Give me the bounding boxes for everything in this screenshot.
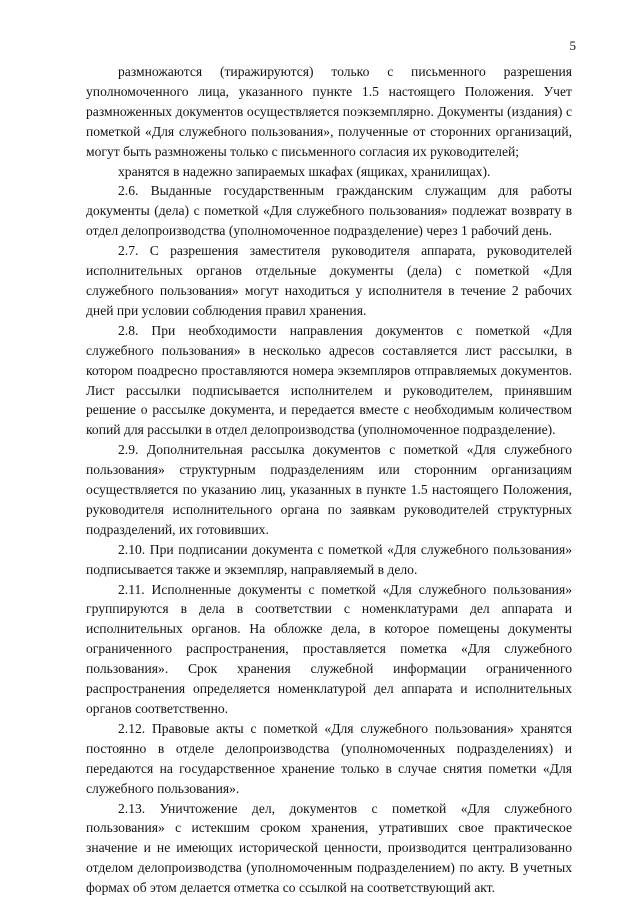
paragraph-2-6: 2.6. Выданные государственным гражданским служащим для работы документы (дела) с пометкой «Для служебного пользования» подлежат возврату в отдел делопроизводства (уполномоченное подразделение) через 1 рабочий день. [86,183,572,239]
paragraph-storage: хранятся в надежно запираемых шкафах (ящиках, хранилищах). [118,163,491,179]
paragraph-2-10: 2.10. При подписании документа с пометкой «Для служебного пользования» подписывается также и экземпляр, направляемый в дело. [86,541,572,577]
document-body [86,62,572,898]
paragraph-2-9: 2.9. Дополнительная рассылка документов с пометкой «Для служебного пользования» структурным подразделениям или сторонним организациям осуществляется по указанию лиц, указанных в пункте 1.5 настоящего Положения, руководителя исполнительного органа по заявкам руководителей структурных подразделений, их готовивших. [86,442,572,537]
paragraph-2-7: 2.7. С разрешения заместителя руководителя аппарата, руководителей исполнительных органов отдельные документы (дела) с пометкой «Для служебного пользования» могут находиться у исполнителя в течение 2 рабочих дней при условии соблюдения правил хранения. [86,243,572,318]
paragraph-continuation: размножаются (тиражируются) только с письменного разрешения уполномоченного лица, указанного пункте 1.5 настоящего Положения. Учет размноженных документов осуществляется поэкземплярно. Документы (издания) с пометкой «Для служебного пользования», полученные от сторонних организаций, могут быть размножены только с письменного согласия их руководителей; [86,64,572,159]
page-number: 5 [569,38,576,53]
paragraph-2-13: 2.13. Уничтожение дел, документов с пометкой «Для служебного пользования» с истекшим сроком хранения, утративших свое практическое значение и не имеющих исторической ценности, производится централизованно отделом делопроизводства (уполномоченным подразделением) по акту. В учетных формах об этом делается отметка со ссылкой на соответствующий акт. [86,800,572,896]
paragraph-2-8: 2.8. При необходимости направления документов с пометкой «Для служебного пользования» в несколько адресов составляется лист рассылки, в котором поадресно проставляются номера экземпляров отправляемых документов. Лист рассылки подписывается исполнителем и руководителем, принявшим решение о рассылке документа, и передается вместе с необходимым количеством копий для рассылки в отдел делопроизводства (уполномоченное подразделение). [86,322,572,438]
paragraph-2-12: 2.12. Правовые акты с пометкой «Для служебного пользования» хранятся постоянно в отделе делопроизводства (уполномоченных подразделениях) и передаются на государственное хранение только в случае снятия пометки «Для служебного пользования». [86,720,572,796]
paragraph-2-11: 2.11. Исполненные документы с пометкой «Для служебного пользования» группируются в дела в соответствии с номенклатурами дел аппарата и исполнительных органов. На обложке дела, в которое помещены документы ограниченного распространения, проставляется пометка «Для служебного пользования». Срок хранения служебной информации ограниченного распространения определяется номенклатурой дел аппарата и исполнительных органов соответственно. [86,581,572,716]
